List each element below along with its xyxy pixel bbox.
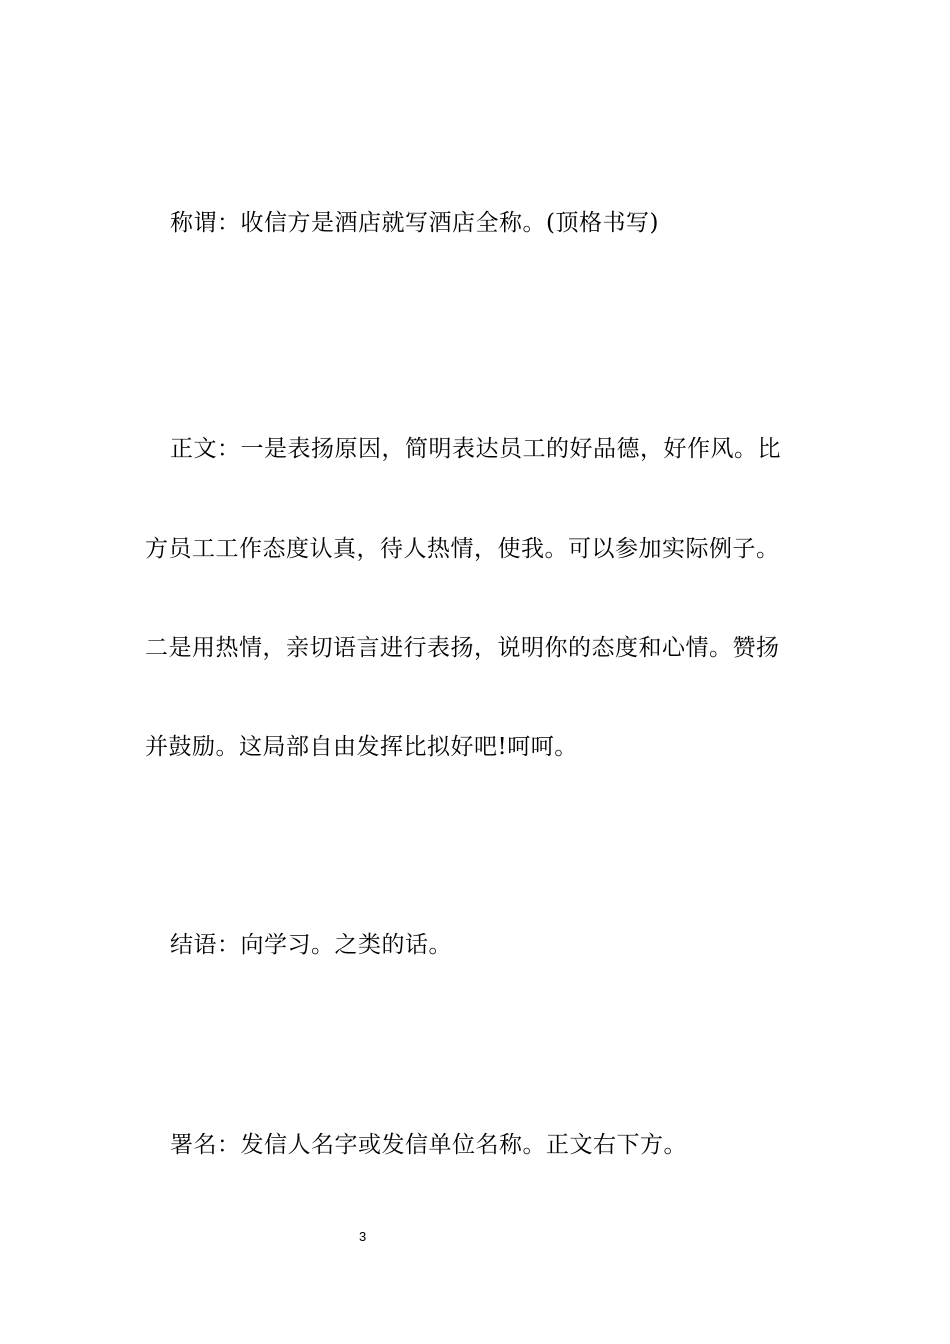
signature-paragraph: 署名：发信人名字或发信单位名称。正文右下方。: [170, 1132, 687, 1158]
page-number: 3: [359, 1229, 367, 1244]
salutation-paragraph: 称谓：收信方是酒店就写酒店全称。(顶格书写): [170, 210, 659, 236]
body-paragraph-line-1: 正文：一是表扬原因，简明表达员工的好品德，好作风。比: [170, 436, 781, 462]
closing-paragraph: 结语：向学习。之类的话。: [170, 932, 452, 958]
body-paragraph-line-4: 并鼓励。这局部自由发挥比拟好吧!呵呵。: [145, 734, 578, 760]
body-paragraph-line-3: 二是用热情，亲切语言进行表扬，说明你的态度和心情。赞扬: [145, 635, 780, 661]
body-paragraph-line-2: 方员工工作态度认真，待人热情，使我。可以参加实际例子。: [145, 536, 780, 562]
